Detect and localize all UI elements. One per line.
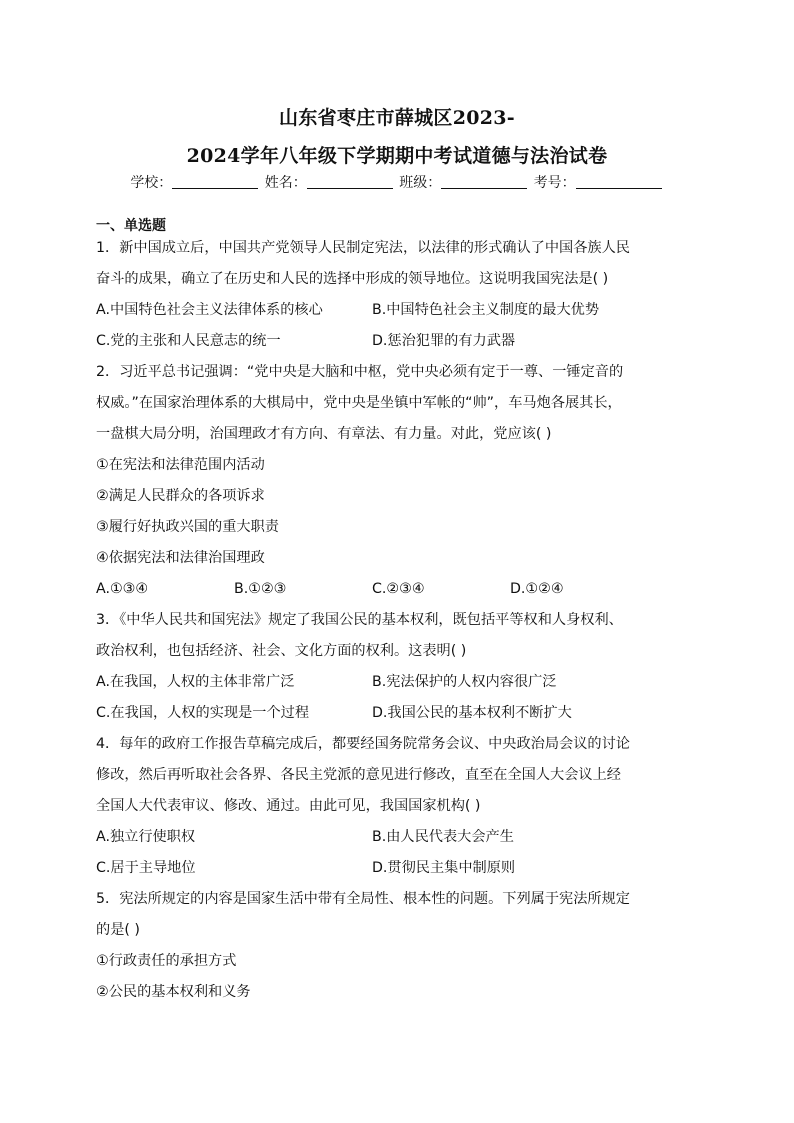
question-5-statement-1: ①行政责任的承担方式 (96, 953, 237, 969)
question-1-option-a: A.中国特色社会主义法律体系的核心 (96, 302, 323, 318)
question-2-option-d: D.①②④ (510, 581, 564, 597)
field-name-label: 姓名： (264, 175, 307, 191)
exam-title-line2: 2024学年八年级下学期期中考试道德与法治试卷 (186, 145, 608, 167)
question-4-line-3: 全国人大代表审议、修改、通过。由此可见，我国国家机构( ) (96, 798, 481, 814)
question-4-line-1: 4．每年的政府工作报告草稿完成后，都要经国务院常务会议、中央政治局会议的讨论 (96, 736, 630, 752)
question-1-line-1: 1．新中国成立后，中国共产党领导人民制定宪法，以法律的形式确认了中国各族人民 (96, 240, 630, 256)
field-number-blank (576, 174, 662, 189)
question-1-line-2: 奋斗的成果，确立了在历史和人民的选择中形成的领导地位。这说明我国宪法是( ) (96, 271, 609, 287)
question-2-statement-1: ①在宪法和法律范围内活动 (96, 457, 265, 473)
question-2-option-c: C.②③④ (372, 581, 425, 597)
question-2-line-1: 2．习近平总书记强调：“党中央是大脑和中枢，党中央必须有定于一尊、一锤定音的 (96, 364, 624, 380)
question-2-statement-2: ②满足人民群众的各项诉求 (96, 488, 265, 504)
field-name-blank (307, 174, 393, 189)
section-title: 一、单选题 (96, 218, 166, 234)
question-4-option-d: D.贯彻民主集中制原则 (372, 860, 516, 876)
question-5-statement-2: ②公民的基本权利和义务 (96, 984, 251, 1000)
field-class-label: 班级： (399, 175, 442, 191)
field-class-blank (441, 174, 527, 189)
question-4-line-2: 修改，然后再听取社会各界、各民主党派的意见进行修改，直至在全国人大会议上经 (96, 767, 621, 783)
question-4-option-c: C.居于主导地位 (96, 860, 196, 876)
student-info-row (0, 172, 794, 192)
exam-title-line1: 山东省枣庄市薛城区2023- (279, 107, 515, 129)
question-2-statement-4: ④依据宪法和法律治国理政 (96, 550, 265, 566)
question-3-option-c: C.在我国，人权的实现是一个过程 (96, 705, 310, 721)
question-1-option-c: C.党的主张和人民意志的统一 (96, 333, 281, 349)
question-2-option-b: B.①②③ (234, 581, 287, 597)
question-2-line-3: 一盘棋大局分明，治国理政才有方向、有章法、有力量。对此，党应该( ) (96, 426, 552, 442)
question-1-option-d: D.惩治犯罪的有力武器 (372, 333, 516, 349)
question-4-option-b: B.由人民代表大会产生 (372, 829, 514, 845)
question-2-option-a: A.①③④ (96, 581, 149, 597)
question-3-option-d: D.我国公民的基本权利不断扩大 (372, 705, 572, 721)
field-school-blank (172, 174, 258, 189)
question-3-line-2: 政治权利，也包括经济、社会、文化方面的权利。这表明( ) (96, 643, 467, 659)
question-1-option-b: B.中国特色社会主义制度的最大优势 (372, 302, 600, 318)
field-number-label: 考号： (533, 175, 576, 191)
question-3-line-1: 3．《中华人民共和国宪法》规定了我国公民的基本权利，既包括平等权和人身权利、 (96, 612, 623, 628)
question-4-option-a: A.独立行使职权 (96, 829, 196, 845)
question-2-statement-3: ③履行好执政兴国的重大职责 (96, 519, 279, 535)
question-2-line-2: 权威。”在国家治理体系的大棋局中，党中央是坐镇中军帐的“帅”，车马炮各展其长， (96, 395, 622, 411)
field-school-label: 学校： (130, 175, 173, 191)
question-5-line-1: 5．宪法所规定的内容是国家生活中带有全局性、根本性的问题。下列属于宪法所规定 (96, 891, 630, 907)
question-3-option-b: B.宪法保护的人权内容很广泛 (372, 674, 557, 690)
question-3-option-a: A.在我国，人权的主体非常广泛 (96, 674, 295, 690)
question-5-line-2: 的是( ) (96, 922, 140, 938)
